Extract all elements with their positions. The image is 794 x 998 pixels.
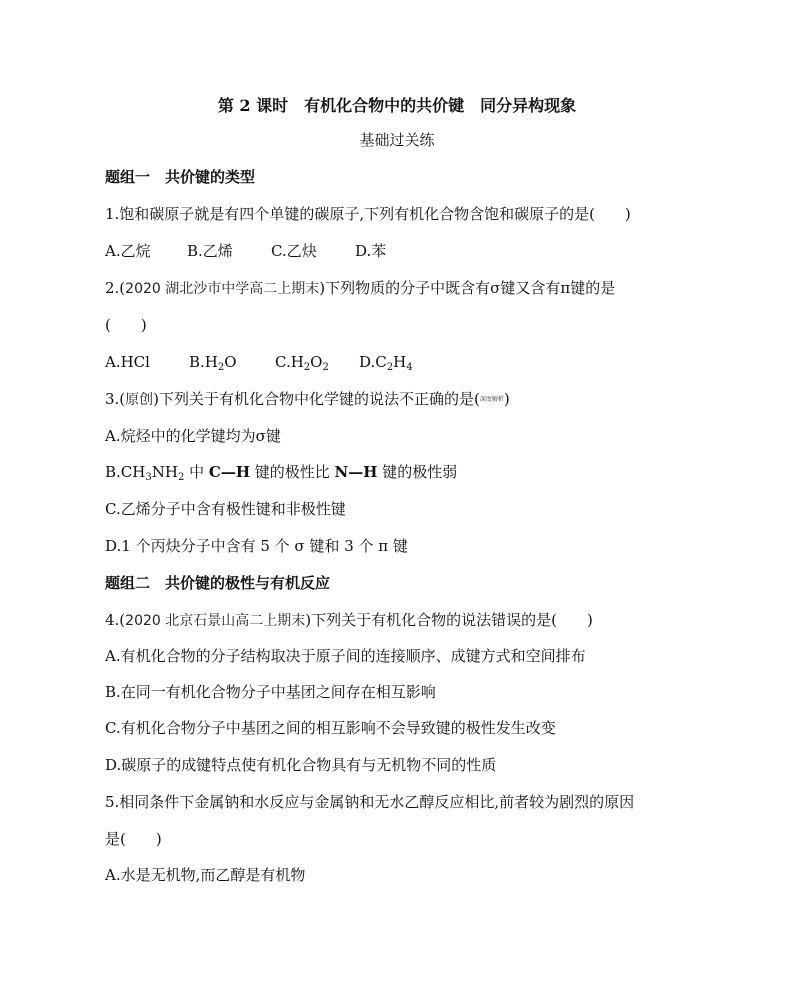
q2-option-a: A.HCl (105, 353, 150, 371)
lesson-title: 第 2 课时 有机化合物中的共价键 同分异构现象 (217, 96, 577, 115)
q3-option-b: $B.CH_3NH_2$ 中 C—H 键的极性比 N—H 键的极性弱 (105, 463, 458, 483)
q2-stem-text: )下列物质的分子中既含有σ键又含有π键的是 (319, 279, 616, 297)
q4-number: 4.( (105, 611, 126, 629)
q2-option-b: $B.H_2O$ (189, 353, 237, 373)
q5-stem: 5.相同条件下金属钠和水反应与金属钠和无水乙醇反应相比,前者较为剧烈的原因 (105, 793, 635, 811)
q3-option-c: C.乙烯分子中含有极性键和非极性键 (105, 500, 346, 518)
q3-number: 3.( (105, 390, 126, 408)
q4-stem-text: )下列关于有机化合物的说法错误的是( ) (305, 611, 593, 629)
q2-options (105, 352, 413, 372)
section-subtitle: 基础过关练 (359, 131, 435, 149)
q2-option-c: $C.H_2O_2$ (275, 353, 329, 373)
q4-option-a: A.有机化合物的分子结构取决于原子间的连接顺序、成键方式和空间排布 (105, 647, 586, 665)
q3-stem-text: )下列关于有机化合物中化学键的说法不正确的是( (153, 390, 480, 408)
q1-option-d: D.苯 (355, 242, 387, 260)
ch-bond: C—H (208, 463, 250, 481)
q1-option-a: A.乙烷 (105, 242, 151, 260)
q4-option-c: C.有机化合物分子中基团之间的相互影响不会导致键的极性发生改变 (105, 719, 556, 737)
q1-stem: 1.饱和碳原子就是有四个单键的碳原子,下列有机化合物含饱和碳原子的是( ) (105, 205, 631, 223)
q2-option-d: $D.C_2H_4$ (359, 353, 413, 373)
q4-stem (105, 610, 593, 631)
q3-stem: 3.(原创)下列关于有机化合物中化学键的说法不正确的是(深度解析) (105, 390, 510, 408)
q3-option-d: D.1 个丙炔分子中含有 5 个 σ 键和 3 个 π 键 (105, 537, 408, 555)
q4-option-b: B.在同一有机化合物分子中基团之间存在相互影响 (105, 683, 436, 701)
q2-source: 2020 湖北沙市中学高二上期末 (125, 281, 320, 297)
q3-option-a: A.烷烃中的化学键均为σ键 (105, 427, 281, 445)
nh-bond: N—H (334, 463, 378, 481)
q2-stem (105, 278, 615, 299)
group-heading-1: 题组一 共价键的类型 (105, 168, 256, 186)
q2-number: 2.( (105, 279, 126, 297)
q5-option-a: A.水是无机物,而乙醇是有机物 (105, 866, 306, 884)
q1-option-c: C.乙炔 (271, 242, 317, 260)
q1-options (105, 241, 386, 261)
q4-option-d: D.碳原子的成键特点使有机化合物具有与无机物不同的性质 (105, 756, 497, 774)
q5-stem-cont: 是( ) (105, 830, 162, 848)
q4-source: 2020 北京石景山高二上期末 (125, 613, 306, 629)
deep-analysis-badge: 深度解析 (479, 396, 504, 403)
group-heading-2: 题组二 共价键的极性与有机反应 (105, 574, 331, 592)
q1-option-b: B.乙烯 (187, 242, 233, 260)
q3-source: 原创 (125, 392, 154, 408)
q2-answer-blank: ( ) (105, 316, 147, 334)
